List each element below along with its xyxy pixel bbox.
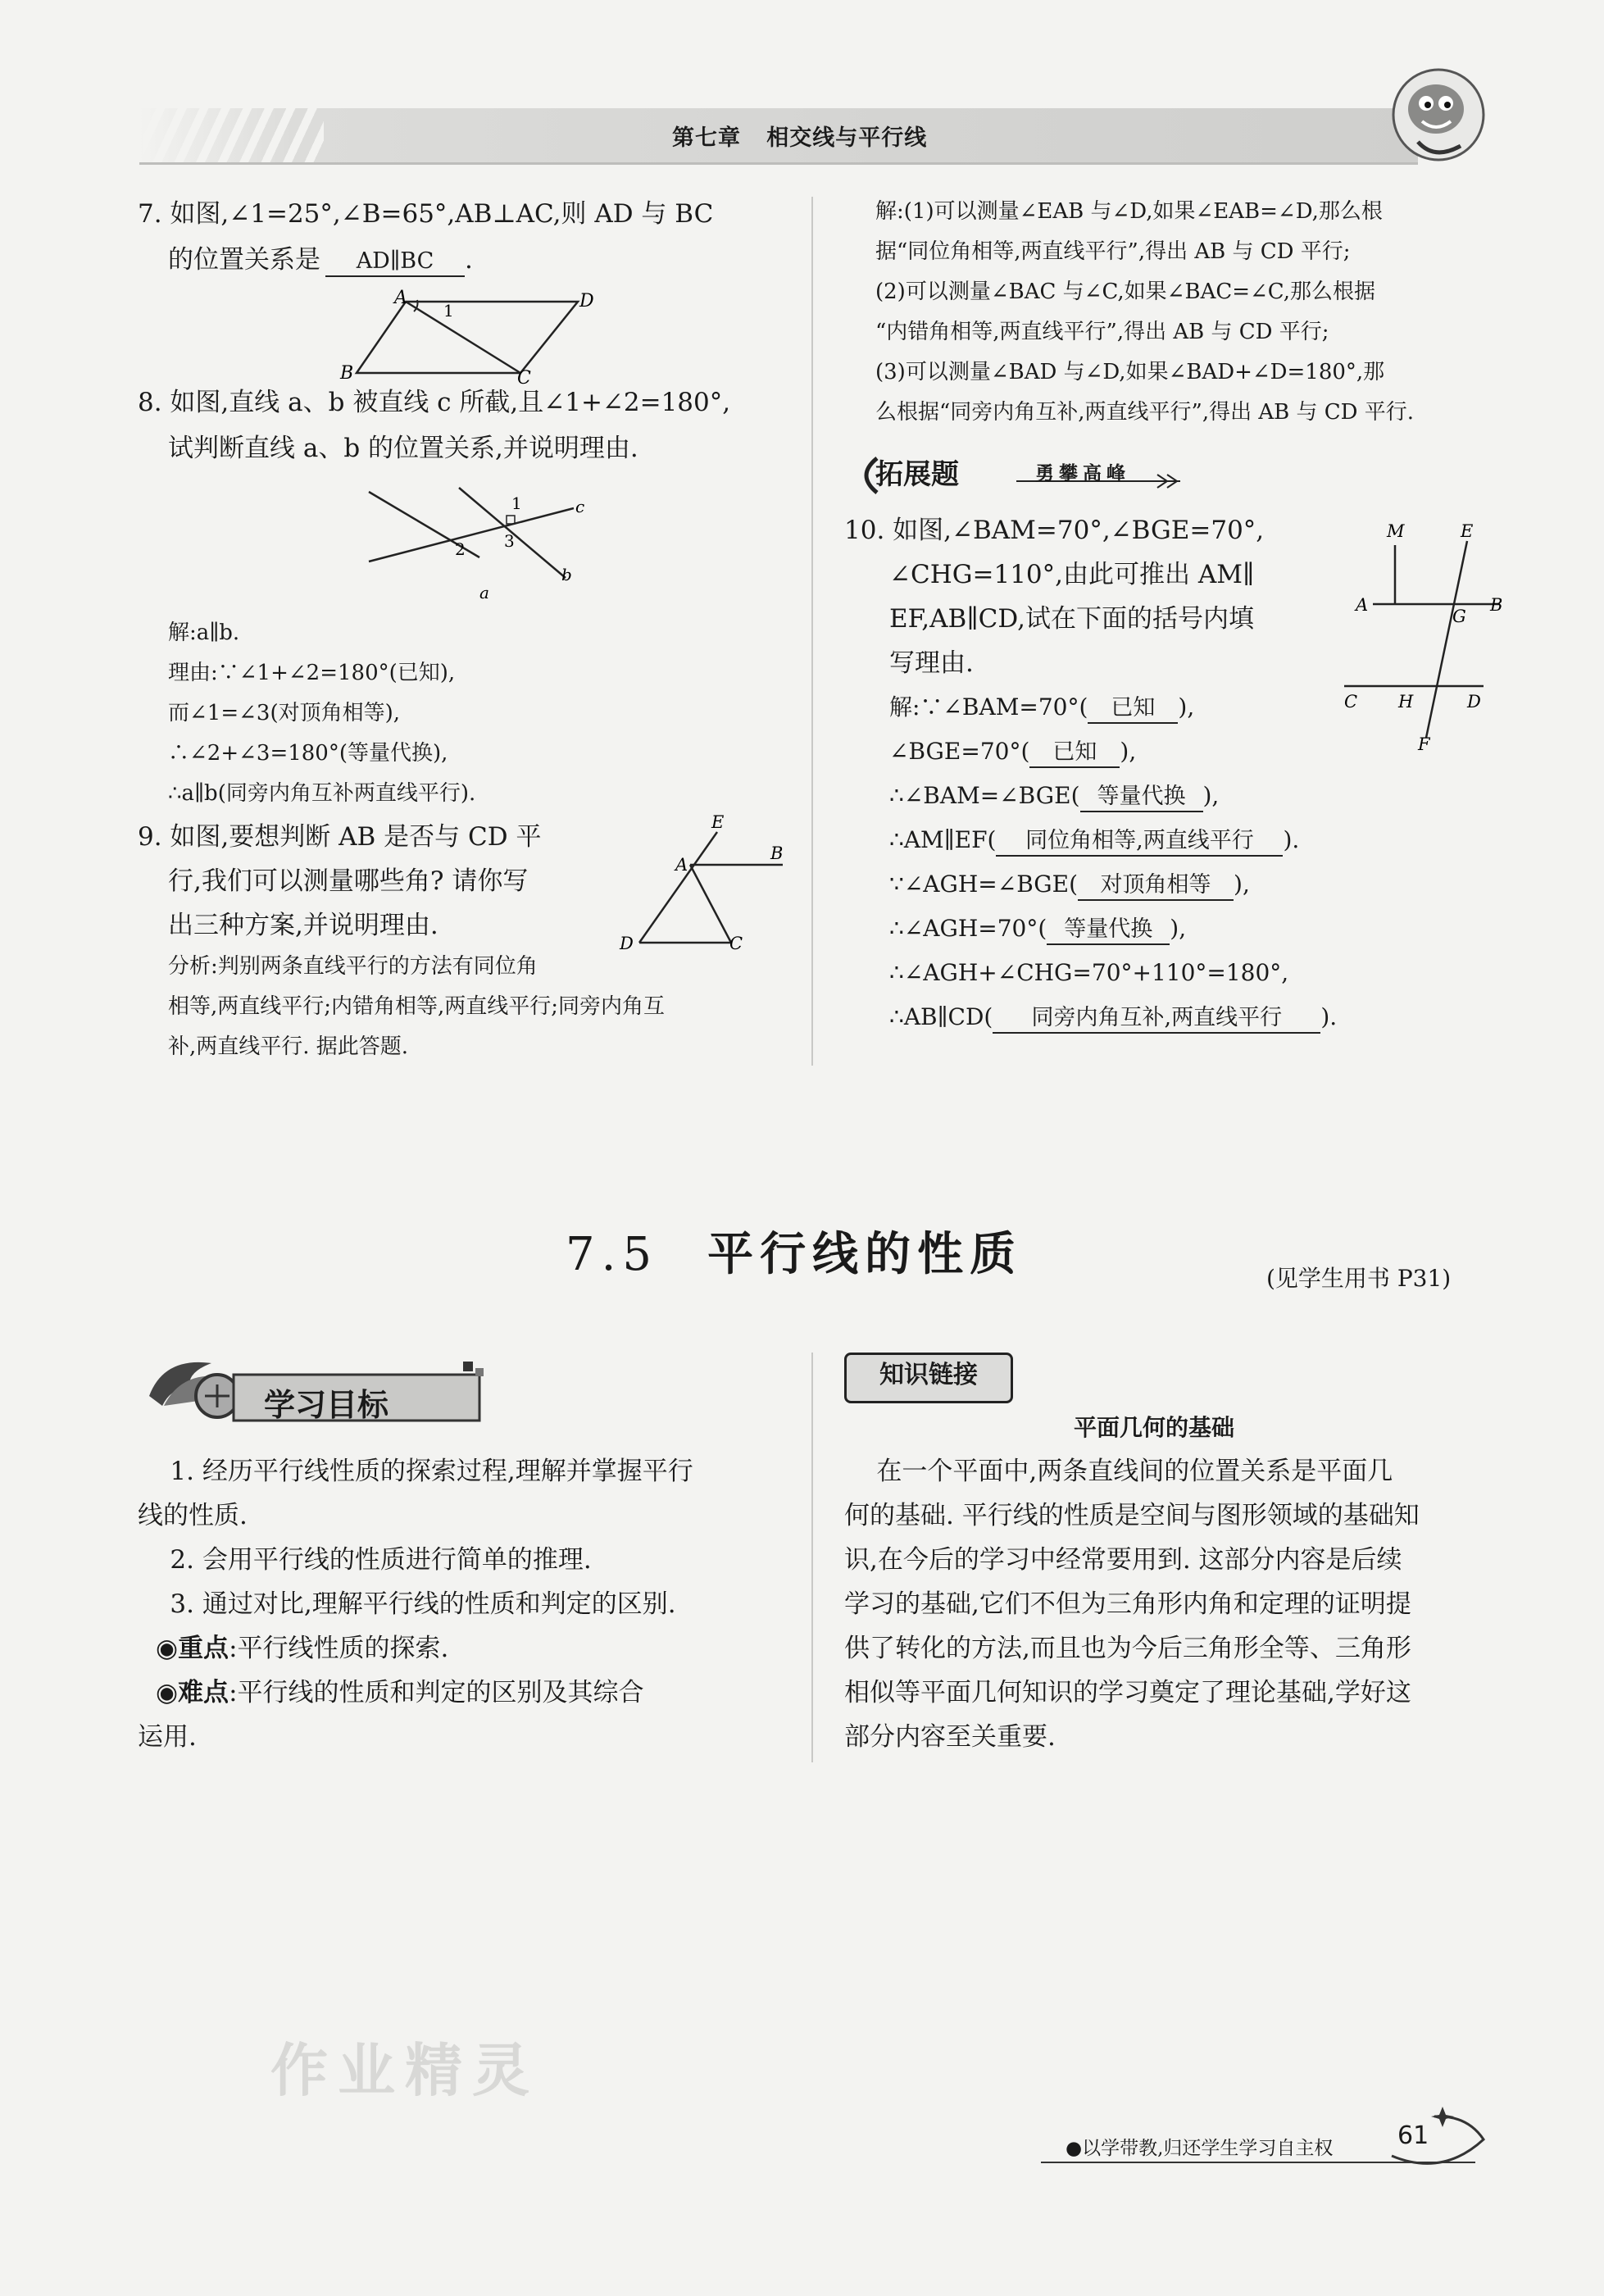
q7-prefix: 的位置关系是 bbox=[168, 245, 320, 275]
q10-line4: 写理由. bbox=[889, 648, 974, 678]
q10-step-3 bbox=[889, 774, 1219, 818]
q10-step-7: ∴∠AGH+∠CHG=70°+110°=180°, bbox=[889, 959, 1289, 986]
q8-label-c: c bbox=[575, 497, 585, 516]
q9-line3: 出三种方案,并说明理由. bbox=[168, 911, 438, 940]
q9-sol-1: 解:(1)可以测量∠EAB 与∠D,如果∠EAB=∠D,那么根 bbox=[875, 199, 1383, 224]
q8-figure bbox=[361, 480, 590, 602]
q9-label-B: B bbox=[770, 843, 784, 863]
page-number: 61 bbox=[1397, 2121, 1429, 2150]
q10-step-4-end: ). bbox=[1283, 826, 1300, 853]
extend-subtitle: 勇攀高峰 bbox=[1035, 462, 1130, 484]
q10-step-6 bbox=[889, 907, 1186, 951]
q10-line3: EF,AB∥CD,试在下面的括号内填 bbox=[889, 604, 1254, 634]
q7-line2 bbox=[168, 238, 473, 282]
q9-label-D: D bbox=[620, 934, 634, 953]
q10-label-B: B bbox=[1490, 595, 1503, 615]
bullet-icon: ◉ bbox=[156, 1634, 179, 1663]
footer-bullet-icon: ● bbox=[1066, 2138, 1083, 2159]
q10-step-2-end: ), bbox=[1120, 738, 1137, 765]
q10-step-8 bbox=[889, 995, 1337, 1039]
q8-label-b: b bbox=[561, 565, 572, 584]
q8-label-a: a bbox=[479, 583, 489, 602]
difficulty-label: 难点 bbox=[178, 1678, 229, 1707]
knowledge-line-6: 相似等平面几何知识的学习奠定了理论基础,学好这 bbox=[844, 1678, 1411, 1707]
q9-sol-4: “内错角相等,两直线平行”,得出 AB 与 CD 平行; bbox=[875, 320, 1329, 344]
q10-step-4-answer: 同位角相等,两直线平行 bbox=[996, 827, 1283, 857]
section-title bbox=[566, 1218, 1022, 1284]
section-reference: (见学生用书 P31) bbox=[1266, 1265, 1452, 1292]
q10-step-1-end: ), bbox=[1178, 693, 1195, 721]
q8-sol-5: ∴a∥b(同旁内角互补两直线平行). bbox=[168, 781, 476, 806]
q10-line2: ∠CHG=110°,由此可推出 AM∥ bbox=[889, 560, 1255, 589]
goal-3: 3. 通过对比,理解平行线的性质和判定的区别. bbox=[138, 1589, 676, 1619]
q10-step-1 bbox=[889, 685, 1194, 730]
header-stripes bbox=[143, 108, 324, 162]
q7-label-C: C bbox=[517, 368, 531, 385]
chapter-header bbox=[672, 120, 927, 152]
q9-sol-3: (2)可以测量∠BAC 与∠C,如果∠BAC=∠C,那么根据 bbox=[875, 280, 1376, 304]
column-divider-lower bbox=[811, 1353, 813, 1762]
q9-sol-6: 么根据“同旁内角互补,两直线平行”,得出 AB 与 CD 平行. bbox=[875, 400, 1415, 425]
q7-suffix: . bbox=[465, 245, 473, 275]
key-text: :平行线性质的探索. bbox=[229, 1634, 449, 1663]
q10-step-5-end: ), bbox=[1234, 871, 1250, 898]
q9-analysis-3: 补,两直线平行. 据此答题. bbox=[168, 1034, 409, 1059]
q8-sol-1: 解:a∥b. bbox=[168, 621, 240, 645]
q9-sol-5: (3)可以测量∠BAD 与∠D,如果∠BAD+∠D=180°,那 bbox=[875, 360, 1385, 384]
difficulty-text: :平行线的性质和判定的区别及其综合 bbox=[229, 1678, 644, 1707]
knowledge-line-7: 部分内容至关重要. bbox=[844, 1722, 1056, 1752]
q8-line1: 8. 如图,直线 a、b 被直线 c 所截,且∠1+∠2=180°, bbox=[138, 388, 731, 417]
goal-1b: 线的性质. bbox=[138, 1501, 248, 1530]
q10-step-1-answer: 已知 bbox=[1088, 694, 1178, 724]
q10-label-M: M bbox=[1387, 521, 1405, 541]
knowledge-line-2: 何的基础. 平行线的性质是空间与图形领域的基础知 bbox=[844, 1501, 1420, 1530]
q9-label-C: C bbox=[729, 934, 743, 953]
q10-step-2-answer: 已知 bbox=[1029, 739, 1120, 768]
section-name: 平行线的性质 bbox=[707, 1227, 1023, 1281]
q10-figure bbox=[1344, 512, 1508, 766]
q9-line1: 9. 如图,要想判断 AB 是否与 CD 平 bbox=[138, 822, 542, 852]
q7-label-D: D bbox=[579, 291, 594, 311]
q10-label-A: A bbox=[1356, 595, 1369, 615]
q10-label-G: G bbox=[1452, 607, 1466, 626]
footer-slogan bbox=[1066, 2133, 1333, 2160]
bullet-icon: ◉ bbox=[156, 1678, 179, 1707]
chapter-number: 第七章 bbox=[672, 125, 741, 151]
q8-label-3: 3 bbox=[504, 531, 515, 551]
q10-step-1-text: 解:∵∠BAM=70°( bbox=[889, 693, 1088, 721]
goals-badge-label: 学习目标 bbox=[264, 1387, 389, 1423]
knowledge-line-3: 识,在今后的学习中经常要用到. 这部分内容是后续 bbox=[844, 1545, 1402, 1575]
q10-step-8-end: ). bbox=[1320, 1003, 1338, 1030]
column-divider bbox=[811, 197, 813, 1066]
q10-step-8-answer: 同旁内角互补,两直线平行 bbox=[993, 1004, 1320, 1034]
q7-answer: AD∥BC bbox=[325, 248, 465, 277]
goal-1a: 1. 经历平行线性质的探索过程,理解并掌握平行 bbox=[138, 1457, 693, 1486]
q7-line1: 7. 如图,∠1=25°,∠B=65°,AB⊥AC,则 AD 与 BC bbox=[138, 199, 714, 229]
q9-label-A: A bbox=[675, 855, 688, 875]
q7-label-A: A bbox=[394, 288, 407, 308]
q9-label-E: E bbox=[711, 812, 725, 832]
knowledge-line-1: 在一个平面中,两条直线间的位置关系是平面几 bbox=[844, 1457, 1393, 1486]
q8-label-2: 2 bbox=[455, 539, 466, 559]
q10-label-C: C bbox=[1344, 692, 1358, 712]
q10-step-4-text: ∴AM∥EF( bbox=[889, 826, 997, 853]
q10-step-5-answer: 对顶角相等 bbox=[1078, 871, 1234, 901]
chapter-title: 相交线与平行线 bbox=[766, 125, 928, 151]
q10-step-4 bbox=[889, 818, 1299, 862]
q10-step-2-text: ∠BGE=70°( bbox=[889, 738, 1030, 765]
q9-analysis-2: 相等,两直线平行;内错角相等,两直线平行;同旁内角互 bbox=[168, 994, 666, 1019]
goal-2: 2. 会用平行线的性质进行简单的推理. bbox=[138, 1545, 592, 1575]
knowledge-heading: 平面几何的基础 bbox=[1074, 1414, 1235, 1441]
q9-line2: 行,我们可以测量哪些角? 请你写 bbox=[168, 866, 529, 896]
q10-step-3-answer: 等量代换 bbox=[1080, 783, 1203, 812]
q10-label-H: H bbox=[1398, 692, 1414, 712]
section-number: 7.5 bbox=[566, 1228, 659, 1281]
footer-slogan-text: 以学带教,归还学生学习自主权 bbox=[1082, 2138, 1334, 2159]
knowledge-line-5: 供了转化的方法,而且也为今后三角形全等、三角形 bbox=[844, 1634, 1411, 1663]
q10-step-6-text: ∴∠AGH=70°( bbox=[889, 915, 1047, 942]
q10-label-E: E bbox=[1461, 521, 1474, 541]
q7-label-B: B bbox=[340, 363, 354, 384]
q10-line1: 10. 如图,∠BAM=70°,∠BGE=70°, bbox=[844, 516, 1265, 545]
q10-step-2 bbox=[889, 730, 1136, 774]
q9-figure bbox=[615, 812, 803, 959]
q10-step-6-answer: 等量代换 bbox=[1047, 916, 1170, 945]
q9-sol-2: 据“同位角相等,两直线平行”,得出 AB 与 CD 平行; bbox=[875, 239, 1351, 264]
q7-figure bbox=[332, 287, 602, 385]
q8-sol-3: 而∠1=∠3(对顶角相等), bbox=[168, 701, 400, 725]
mascot-icon bbox=[1385, 64, 1492, 170]
q9-analysis-1: 分析:判别两条直线平行的方法有同位角 bbox=[168, 954, 538, 979]
q10-label-D: D bbox=[1467, 692, 1481, 712]
extend-title: 拓展题 bbox=[875, 458, 959, 491]
q10-label-F: F bbox=[1418, 734, 1430, 754]
q10-step-6-end: ), bbox=[1170, 915, 1187, 942]
knowledge-line-4: 学习的基础,它们不但为三角形内角和定理的证明提 bbox=[844, 1589, 1411, 1619]
q10-step-8-text: ∴AB∥CD( bbox=[889, 1003, 993, 1030]
difficulty-point bbox=[156, 1671, 644, 1715]
q8-sol-4: ∴∠2+∠3=180°(等量代换), bbox=[168, 741, 448, 766]
q8-label-1: 1 bbox=[511, 493, 522, 513]
difficulty-text-cont: 运用. bbox=[138, 1722, 197, 1752]
q10-step-5-text: ∵∠AGH=∠BGE( bbox=[889, 871, 1079, 898]
q8-sol-2: 理由:∵∠1+∠2=180°(已知), bbox=[168, 661, 456, 685]
watermark: 作业精灵 bbox=[270, 2036, 539, 2104]
knowledge-badge: 知识链接 bbox=[844, 1353, 1013, 1403]
q10-step-3-end: ), bbox=[1202, 782, 1220, 809]
q10-step-3-text: ∴∠BAM=∠BGE( bbox=[889, 782, 1080, 809]
key-label: 重点 bbox=[178, 1634, 229, 1663]
q7-label-1: 1 bbox=[443, 301, 454, 321]
q8-line2: 试判断直线 a、b 的位置关系,并说明理由. bbox=[168, 434, 638, 463]
q10-step-5 bbox=[889, 862, 1250, 907]
key-point bbox=[156, 1626, 448, 1671]
